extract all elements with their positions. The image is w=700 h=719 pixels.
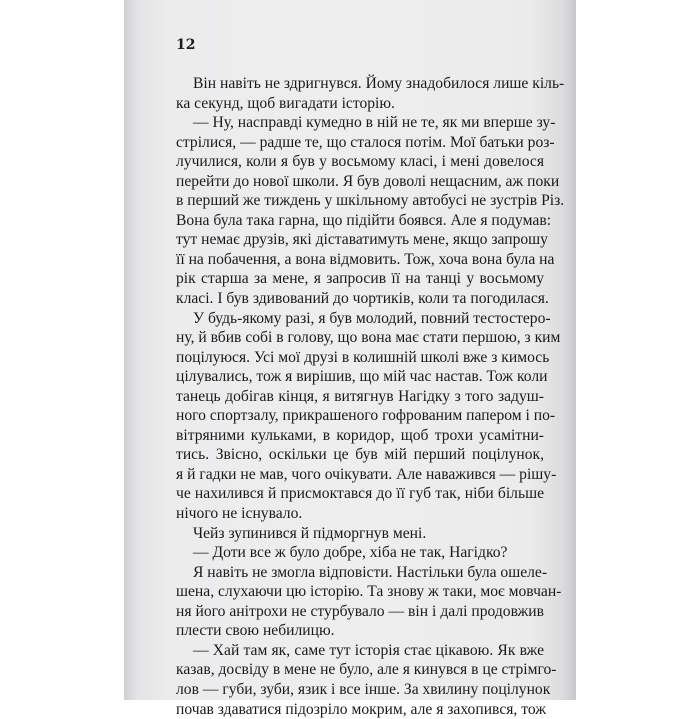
text-line: шена, слухаючи цю історію. Та знову ж таки, моє мовчан- <box>176 582 544 602</box>
text-line: поцілуюся. Усі мої друзі в колишній школі вже з кимось <box>176 348 544 368</box>
text-line: стрілися, — радше те, що сталося потім. Мої батьки роз- <box>176 133 544 153</box>
text-line: класі. І був здивований до чортиків, коли та погодилася. <box>176 289 544 309</box>
text-line: цілувались, тож я вирішив, що мій час настав. Тож коли <box>176 367 544 387</box>
text-line: я й гадки не мав, чого очікувати. Але наважився — рішу- <box>176 465 544 485</box>
text-line: плести свою небилицю. <box>176 621 544 641</box>
text-line: ка секунд, щоб вигадати історію. <box>176 94 544 114</box>
book-page <box>124 0 576 700</box>
text-line: лов — губи, зуби, язик і все інше. За хвилину поцілунок <box>176 680 544 700</box>
page-number: 12 <box>176 37 195 53</box>
text-line: ня його анітрохи не стурбувало — він і далі продовжив <box>176 602 544 622</box>
text-line: нічого не існувало. <box>176 504 544 524</box>
text-line: Він навіть не здригнувся. Йому знадобилося лише кіль- <box>176 74 544 94</box>
text-line: Вона була така гарна, що підійти боявся. Але я подумав: <box>176 211 544 231</box>
text-line: Я навіть не змогла відповісти. Настільки була ошеле- <box>176 563 544 583</box>
text-line: — Ну, насправді кумедно в ній не те, як ми вперше зу- <box>176 113 544 133</box>
text-line: казав, досвіду в мене не було, але я кинувся в це стрімго- <box>176 660 544 680</box>
text-line: її на побачення, а вона відмовить. Тож, хоча вона була на <box>176 250 544 270</box>
text-line: ного спортзалу, прикрашеного гофрованим папером і по- <box>176 406 544 426</box>
text-line: вітряними кульками, в коридор, щоб трохи усамітни- <box>176 426 544 446</box>
text-line: тись. Звісно, оскільки це був мій перший поцілунок, <box>176 445 544 465</box>
text-line: тут немає друзів, які діставатимуть мене, якщо запрошу <box>176 230 544 250</box>
text-line: У будь-якому разі, я був молодий, повний тестостеро- <box>176 309 544 329</box>
text-line: — Доти все ж було добре, хіба не так, Нагідко? <box>176 543 544 563</box>
text-line: Чейз зупинився й підморгнув мені. <box>176 524 544 544</box>
text-line: перейти до нової школи. Я був доволі нещасним, аж поки <box>176 172 544 192</box>
text-line: — Хай там як, саме тут історія стає цікавою. Як вже <box>176 641 544 661</box>
text-line: танець добігав кінця, я витягнув Нагідку з того задуш- <box>176 387 544 407</box>
text-line: рік старша за мене, я запросив її на танці у восьмому <box>176 269 544 289</box>
page-text-body <box>176 74 544 719</box>
text-line: почав здаватися підозріло мокрим, але я захопився, тож <box>176 700 544 719</box>
text-line: че нахилився й присмоктався до її губ так, ніби більше <box>176 484 544 504</box>
text-line: ну, й вбив собі в голову, що вона має стати першою, з ким <box>176 328 544 348</box>
text-line: в перший же тиждень у шкільному автобусі не зустрів Різ. <box>176 191 544 211</box>
text-line: лучилися, коли я був у восьмому класі, і мені довелося <box>176 152 544 172</box>
